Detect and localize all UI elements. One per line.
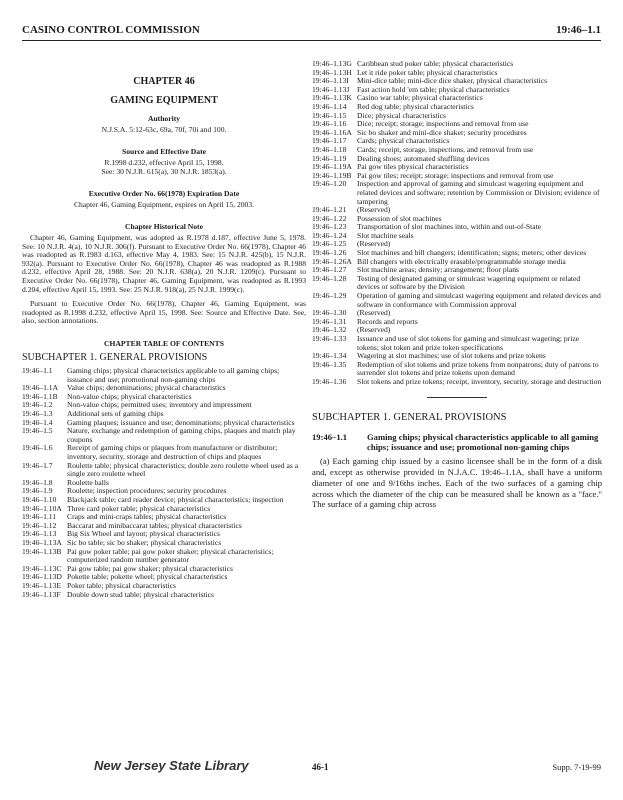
toc-entry — [312, 129, 602, 138]
toc-entry — [22, 548, 306, 565]
toc-entry-number: 19:46–1.13A — [22, 537, 62, 547]
toc-entry-title: Nature, exchange and redemption of gaming chips, plaques and match play coupons — [67, 426, 296, 444]
source-heading: Source and Effective Date — [121, 147, 206, 157]
toc-entry — [22, 367, 306, 384]
toc-entry-title: Redemption of slot tokens and prize tokens from nonpatrons; duty of patrons to surrender slot tokens and prize tokens upon demand — [357, 359, 599, 378]
toc-entry-title: Transportation of slot machines into, within and out-of-State — [357, 222, 542, 232]
toc-entry-number: 19:46–1.13J — [312, 84, 350, 94]
toc-entry-title: Double down stud table; physical characteristics — [67, 589, 214, 599]
library-stamp: New Jersey State Library — [94, 758, 249, 773]
toc-list-left — [22, 367, 306, 599]
toc-entry-title: Casino war table; physical characteristics — [357, 93, 483, 103]
toc-entry-title: Gaming plaques; issuance and use; denominations; physical characteristics — [67, 417, 295, 427]
toc-entry — [312, 361, 602, 378]
toc-entry-number: 19:46–1.34 — [312, 351, 347, 361]
toc-entry-number: 19:46–1.36 — [312, 376, 347, 386]
toc-entry-number: 19:46–1.29 — [312, 291, 347, 301]
subchapter-heading: SUBCHAPTER 1. GENERAL PROVISIONS — [312, 411, 507, 423]
toc-entry — [312, 223, 602, 232]
toc-entry-number: 19:46–1.10A — [22, 503, 62, 513]
toc-entry-number: 19:46–1.21 — [312, 205, 347, 215]
toc-entry-number: 19:46–1.19 — [312, 153, 347, 163]
source-line-2: See: 30 N.J.R. 615(a), 30 N.J.R. 1853(a). — [101, 166, 227, 176]
authority-heading: Authority — [147, 114, 181, 124]
exec-order-heading: Executive Order No. 66(1978) Expiration Date — [88, 189, 240, 199]
toc-entry-title: Three card poker table; physical characteristics — [67, 503, 211, 513]
toc-entry-title: Non-value chips; physical characteristics — [67, 391, 192, 401]
toc-entry-number: 19:46–1.4 — [22, 417, 53, 427]
toc-entry-number: 19:46–1.13K — [312, 93, 352, 103]
toc-entry-title: Dealing shoes; automated shuffling devices — [357, 153, 490, 163]
toc-entry-number: 19:46–1.16A — [312, 127, 352, 137]
toc-entry-number: 19:46–1.16 — [312, 119, 347, 129]
toc-entry — [312, 180, 602, 206]
toc-entry-title: Slot machines and bill changers; identification; signs; meters; other devices — [357, 248, 587, 258]
toc-entry-number: 19:46–1.15 — [312, 110, 347, 120]
toc-entry-title: Cards; receipt, storage, inspections, and removal from use — [357, 144, 534, 154]
toc-subchapter-heading: SUBCHAPTER 1. GENERAL PROVISIONS — [22, 352, 208, 364]
header-section: 19:46–1.1 — [556, 24, 601, 36]
toc-entry-title: Records and reports — [357, 316, 418, 326]
toc-list-right — [312, 60, 602, 387]
toc-entry-title: Inspection and approval of gaming and simulcast wagering equipment and related devices and software; retention by Commission or Division; evidence of tampering — [357, 179, 600, 206]
toc-entry-title: Additional sets of gaming chips — [67, 409, 164, 419]
toc-entry — [312, 335, 602, 352]
toc-entry-number: 19:46–1.28 — [312, 273, 347, 283]
toc-entry-title: Fast action hold 'em table; physical characteristics — [357, 84, 510, 94]
page-footer — [22, 758, 601, 778]
toc-entry-title: Mini-dice table; mini-dice dice shaker, physical characteristics — [357, 76, 548, 86]
toc-entry-title: Poker table; physical characteristics — [67, 580, 177, 590]
toc-entry — [22, 401, 306, 410]
historical-note-1: Chapter 46, Gaming Equipment, was adopted as R.1978 d.187, effective June 5, 1978. See: 10 N.J.R. 4(a), 10 N.J.R. 306(f). Pursuant to Executive Order No. 66(1978), Chapter 46 was readopted as R.1983 d.163, effective May 4, 1983. See: 15 N.J.R. 425(b), 15 N.J.R. 932(a). Pursuant to Executive Order No. 66(1978), Chapter 46 was readopted as R.1988 d.232, effective April 28, 1988. See: 20 N.J.R. 638(a), 20 N.J.R. 1209(c). Pursuant to Executive Order No. 66(1978), Chapter 46, Gaming Equipment, was readopted as R.1993 d.204, effective April 15, 1993. See: 25 N.J.R. 918(a), 25 N.J.R. 1999(c). — [22, 232, 306, 294]
toc-entry-title: Issuance and use of slot tokens for gaming and simulcast wagering; prize tokens; slot token and prize token specifications — [357, 334, 580, 352]
section-body: (a) Each gaming chip issued by a casino licensee shall be in the form of a disk and, except as otherwise provided in N.J.A.C. 19:46–1.1A, shall have a uniform diameter of one and 9/16ths inches. Each of the two surfaces of a gaming chip across which the diameter of the chip can be measured shall be known as a "face." The surface of a gaming chip across — [312, 456, 602, 510]
toc-entry-number: 19:46–1.26A — [312, 256, 352, 266]
toc-entry-number: 19:46–1.32 — [312, 325, 347, 335]
toc-entry-number: 19:46–1.8 — [22, 477, 53, 487]
section-title: Gaming chips; physical characteristics applicable to all gaming chips; issuance and use; promotional non-gaming chips — [367, 432, 599, 453]
toc-entry-title: Wagering at slot machines; use of slot tokens and prize tokens — [357, 351, 546, 361]
toc-entry-number: 19:46–1.33 — [312, 334, 347, 343]
toc-entry-title: Slot machine seals — [357, 230, 414, 240]
toc-entry-title: (Reserved) — [357, 325, 391, 335]
toc-entry-number: 19:46–1.20 — [312, 179, 347, 189]
toc-entry-title: (Reserved) — [357, 308, 391, 318]
toc-entry-number: 19:46–1.19B — [312, 170, 352, 180]
toc-entry-number: 19:46–1.13F — [22, 589, 61, 599]
toc-entry — [312, 103, 602, 112]
toc-entry — [22, 427, 306, 444]
section-heading — [312, 432, 602, 452]
toc-entry-number: 19:46–1.13H — [312, 67, 352, 77]
toc-entry — [22, 591, 306, 600]
toc-entry-title: Let it ride poker table; physical characteristics — [357, 67, 498, 77]
running-header — [22, 24, 601, 41]
chapter-title: GAMING EQUIPMENT — [110, 94, 218, 106]
toc-entry-number: 19:46–1.25 — [312, 239, 347, 249]
toc-entry-title: Non-value chips; permitted uses; inventory and impressment — [67, 400, 252, 410]
chapter-number: CHAPTER 46 — [133, 76, 195, 87]
toc-entry — [22, 462, 306, 479]
toc-entry-number: 19:46–1.13 — [22, 529, 57, 539]
toc-entry-title: Pai gow table; pai gow shaker; physical characteristics — [67, 563, 233, 573]
toc-entry-number: 19:46–1.3 — [22, 409, 53, 419]
toc-entry-title: (Reserved) — [357, 239, 391, 249]
toc-entry — [312, 232, 602, 241]
toc-entry-title: Roulette balls — [67, 477, 109, 487]
toc-entry-title: Operation of gaming and simulcast wagering equipment and related devices and software in conformance with Commission approval — [357, 291, 601, 309]
toc-entry-number: 19:46–1.13B — [22, 546, 62, 556]
toc-entry-number: 19:46–1.1 — [22, 366, 53, 376]
toc-entry-number: 19:46–1.1B — [22, 391, 58, 401]
toc-entry-number: 19:46–1.6 — [22, 443, 53, 453]
toc-entry-number: 19:46–1.31 — [312, 316, 347, 326]
toc-entry-title: Possession of slot machines — [357, 213, 442, 223]
section-number: 19:46–1.1 — [312, 432, 348, 443]
header-agency: CASINO CONTROL COMMISSION — [22, 24, 200, 36]
toc-entry-title: Value chips; denominations; physical characteristics — [67, 383, 226, 393]
section-divider — [427, 397, 487, 398]
toc-entry — [22, 444, 306, 461]
toc-entry-number: 19:46–1.26 — [312, 248, 347, 258]
historical-note-2: Pursuant to Executive Order No. 66(1978), Chapter 46, Gaming Equipment, was readopted as R.1998 d.232, effective April 15, 1998. See: Source and Effective Date. See, also, section annotations. — [22, 299, 306, 326]
toc-entry-number: 19:46–1.5 — [22, 426, 53, 436]
toc-entry-title: Craps and mini-craps tables; physical characteristics — [67, 512, 227, 522]
toc-entry-title: Pokette table; pokette wheel; physical characteristics — [67, 572, 228, 582]
toc-entry-title: Dice; receipt; storage; inspections and removal from use — [357, 119, 529, 129]
toc-entry-number: 19:46–1.14 — [312, 101, 347, 111]
toc-entry-title: Bill changers with electrically erasable/programmable storage media — [357, 256, 566, 266]
toc-entry-title: Pai gow tiles; receipt; storage; inspections and removal from use — [357, 170, 554, 180]
toc-entry-number: 19:46–1.10 — [22, 494, 57, 504]
source-line-1: R.1998 d.232, effective April 15, 1998. — [104, 157, 224, 167]
toc-entry-number: 19:46–1.23 — [312, 222, 347, 232]
supplement-date: Supp. 7-19-99 — [552, 762, 601, 772]
left-column — [22, 60, 306, 599]
toc-entry-title: Sic bo shaker and mini-dice shaker; security procedures — [357, 127, 527, 137]
toc-entry — [312, 206, 602, 215]
toc-entry-title: Cards; physical characteristics — [357, 136, 450, 146]
toc-entry-title: Blackjack table; card reader device; physical characteristics; inspection — [67, 494, 284, 504]
toc-entry-title: Receipt of gaming chips or plaques from manufacturer or distributor; inventory, security, storage and destruction of chips and plaques — [67, 443, 278, 461]
toc-entry — [312, 292, 602, 309]
toc-entry-title: Gaming chips; physical characteristics applicable to all gaming chips; issuance and use; promotional non-gaming chips — [67, 366, 280, 384]
toc-entry-number: 19:46–1.35 — [312, 359, 347, 369]
toc-entry-title: (Reserved) — [357, 205, 391, 215]
toc-entry-number: 19:46–1.9 — [22, 486, 53, 496]
historical-note-heading: Chapter Historical Note — [125, 222, 203, 232]
toc-entry-title: Dice; physical characteristics — [357, 110, 446, 120]
toc-entry-title: Roulette table; physical characteristics; double zero roulette wheel used as a single zero roulette wheel — [67, 460, 299, 479]
toc-entry-title: Testing of designated gaming or simulcast wagering equipment or related devices or software by the Division — [357, 273, 581, 292]
toc-entry-number: 19:46–1.19A — [312, 162, 352, 172]
toc-entry-number: 19:46–1.13I — [312, 76, 349, 86]
toc-entry-title: Roulette; inspection procedures; security procedures — [67, 486, 227, 496]
page-number: 46-1 — [312, 762, 329, 772]
toc-entry-title: Pai gow tiles physical characteristics — [357, 162, 469, 172]
toc-entry-title: Red dog table; physical characteristics — [357, 101, 474, 111]
toc-entry-number: 19:46–1.2 — [22, 400, 53, 410]
toc-entry-number: 19:46–1.27 — [312, 265, 347, 275]
right-column — [312, 60, 602, 510]
toc-entry-number: 19:46–1.13G — [312, 59, 352, 68]
toc-entry-title: Caribbean stud poker table; physical characteristics — [357, 59, 514, 68]
toc-entry-title: Pai gow poker table; pai gow poker shaker; physical characteristics; computerized random number generator — [67, 546, 274, 565]
toc-entry-number: 19:46–1.30 — [312, 308, 347, 318]
toc-entry-number: 19:46–1.24 — [312, 230, 347, 240]
toc-heading: CHAPTER TABLE OF CONTENTS — [104, 338, 224, 348]
toc-entry-number: 19:46–1.13C — [22, 563, 62, 573]
toc-entry-number: 19:46–1.13D — [22, 572, 62, 582]
toc-entry — [312, 378, 602, 387]
toc-entry-number: 19:46–1.7 — [22, 460, 53, 470]
toc-entry-title: Big Six Wheel and layout; physical characteristics — [67, 529, 220, 539]
toc-entry-number: 19:46–1.11 — [22, 512, 57, 522]
toc-entry-title: Sic bo table; sic bo shaker; physical characteristics — [67, 537, 222, 547]
toc-entry — [312, 275, 602, 292]
toc-entry-title: Baccarat and minibaccarat tables; physical characteristics — [67, 520, 242, 530]
toc-entry — [312, 309, 602, 318]
toc-entry-number: 19:46–1.22 — [312, 213, 347, 223]
toc-entry-number: 19:46–1.1A — [22, 383, 59, 393]
toc-entry-number: 19:46–1.18 — [312, 144, 347, 154]
toc-entry-title: Slot machine areas; density; arrangement; floor plans — [357, 265, 519, 275]
toc-entry-number: 19:46–1.12 — [22, 520, 57, 530]
authority-text: N.J.S.A. 5:12-63c, 69a, 70f, 70i and 100. — [101, 124, 227, 134]
toc-entry-number: 19:46–1.17 — [312, 136, 347, 146]
toc-entry — [312, 318, 602, 327]
toc-entry-title: Slot tokens and prize tokens; receipt, inventory, security, storage and destruction — [357, 376, 602, 386]
toc-entry-number: 19:46–1.13E — [22, 580, 62, 590]
exec-order-text: Chapter 46, Gaming Equipment, expires on April 15, 2003. — [73, 199, 255, 209]
